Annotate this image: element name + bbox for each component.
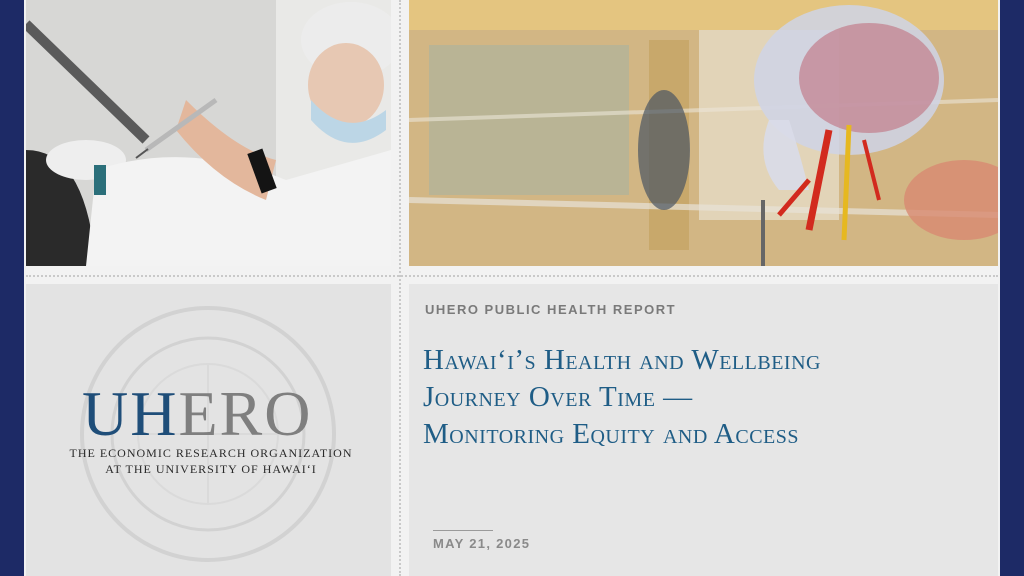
date-rule [433, 530, 493, 531]
report-eyebrow: UHERO PUBLIC HEALTH REPORT [425, 302, 677, 317]
logo-ero: ERO [178, 378, 313, 449]
vaccination-photo [26, 0, 391, 266]
report-title [423, 342, 983, 453]
uhero-logo [82, 378, 342, 449]
divider-horizontal [26, 275, 998, 277]
logo-subtitle-line2: AT THE UNIVERSITY OF HAWAI‘I [105, 462, 317, 476]
logo-panel [26, 284, 391, 576]
divider-vertical [399, 0, 401, 576]
logo-subtitle-line1: THE ECONOMIC RESEARCH ORGANIZATION [69, 446, 353, 460]
report-title-line: Hawai‘i’s Health and Wellbeing [423, 344, 821, 376]
brain-model-photo-icon [409, 0, 998, 266]
brain-model-photo [409, 0, 998, 266]
report-title-line: Monitoring Equity and Access [423, 418, 800, 450]
report-date: MAY 21, 2025 [433, 536, 531, 551]
report-title-line: Journey Over Time — [423, 381, 693, 413]
title-panel [409, 284, 998, 576]
logo-uh: UH [82, 378, 179, 449]
vaccination-photo-icon [26, 0, 391, 266]
